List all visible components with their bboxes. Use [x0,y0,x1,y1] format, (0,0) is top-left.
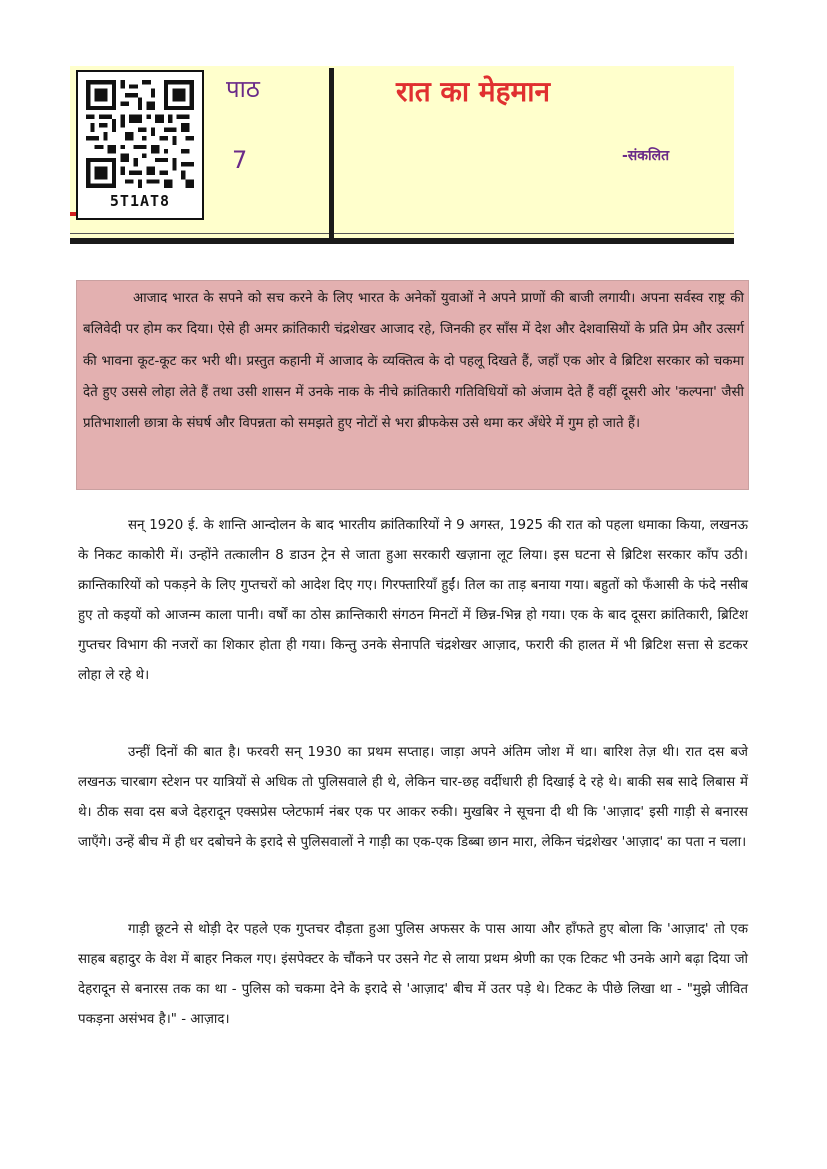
body-paragraph: गाड़ी छूटने से थोड़ी देर पहले एक गुप्तचर दौड़ता हुआ पुलिस अफसर के पास आया और हाँफते हुए बोला कि 'आज़ाद' तो एक साहब बहादुर के वेश में बाहर निकल गए। इंसपेक्टर के चौंकने पर उसने गेट से लाया प्रथम श्रेणी का एक टिकट भी उनके आगे बढ़ा दिया जो देहरादून से बनारस तक का था - पुलिस को चकमा देने के इरादे से 'आज़ाद' बीच में उतर पड़े थे। टिकट के पीछे लिखा था - "मुझे जीवित पकड़ना असंभव है।" - आज़ाद। [78,922,748,1027]
lesson-title: रात का मेहमान [396,75,551,108]
intro-box [76,280,749,490]
lesson-author: -संकलित [622,148,670,164]
qr-code-caption: 5T1AT8 [109,192,171,210]
body-paragraph: उन्हीं दिनों की बात है। फरवरी सन् 1930 का प्रथम सप्ताह। जाड़ा अपने अंतिम जोश में था। बारिश तेज़ थी। रात दस बजे लखनऊ चारबाग स्टेशन पर यात्रियों से अधिक तो पुलिसवाले ही थे, लेकिन चार-छह वर्दीधारी ही दिखाई दे रहे थे। बाकी सब सादे लिबास में थे। ठीक सवा दस बजे देहरादून एक्सप्रेस प्लेटफार्म नंबर एक पर आकर रुकी। मुखबिर ने सूचना दी थी कि 'आज़ाद' इसी गाड़ी से बनारस जाएँगे। उन्हें बीच में ही धर दबोचने के इरादे से पुलिसवालों ने गाड़ी का एक-एक डिब्बा छान मारा, लेकिन चंद्रशेखर 'आज़ाद' का पता न चला। [78,745,748,850]
qr-code-box [76,70,204,220]
lesson-number: 7 [232,146,248,174]
body-paragraph: सन् 1920 ई. के शान्ति आन्दोलन के बाद भारतीय क्रांतिकारियों ने 9 अगस्त, 1925 की रात को पहला धमाका किया, लखनऊ के निकट काकोरी में। उन्होंने तत्कालीन 8 डाउन ट्रेन से जाता हुआ सरकारी खज़ाना लूट लिया। इस घटना से ब्रिटिश सरकार काँप उठी। क्रान्तिकारियों को पकड़ने के लिए गुप्तचरों को आदेश दिए गए। गिरफ्तारियाँ हुईं। तिल का ताड़ बनाया गया। बहुतों को फँआसी के फंदे नसीब हुए तो कइयों को आजन्म काला पानी। वर्षों का ठोस क्रान्तिकारी संगठन मिनटों में छिन्न-भिन्न हो गया। एक के बाद दूसरा क्रांतिकारी, ब्रिटिश गुप्तचर विभाग की नजरों का शिकार होता ही गया। किन्तु उनके सेनापति चंद्रशेखर आज़ाद, फरारी की हालत में भी ब्रिटिश सत्ता से डटकर लोहा ले रहे थे। [78,518,748,683]
lesson-label: पाठ [226,75,260,103]
qr-code-icon [86,80,194,188]
header-divider-thin [70,233,734,234]
intro-text: आजाद भारत के सपने को सच करने के लिए भारत के अनेकों युवाओं ने अपने प्राणों की बाजी लगायी। अपना सर्वस्व राष्ट्र की बलिवेदी पर होम कर दिया। ऐसे ही अमर क्रांतिकारी चंद्रशेखर आजाद रहे, जिनकी हर साँस में देश और देशवासियों के प्रति प्रेम और उत्सर्ग की भावना कूट-कूट कर भरी थी। प्रस्तुत कहानी में आजाद के व्यक्तित्व के दो पहलू दिखते हैं, जहाँ एक ओर वे ब्रिटिश सरकार को चकमा देते हुए उससे लोहा लेते हैं तथा उसी शासन में उनके नाक के नीचे क्रांतिकारी गतिविधियों को अंजाम देते हैं वहीं दूसरी ओर 'कल्पना' जैसी प्रतिभाशाली छात्रा के संघर्ष और विपन्नता को समझते हुए नोटों से भरा ब्रीफकेस उसे थमा कर अँधेरे में गुम हो जाते हैं। [83,291,744,432]
header-vertical-divider [329,68,334,240]
header-divider [70,238,734,244]
